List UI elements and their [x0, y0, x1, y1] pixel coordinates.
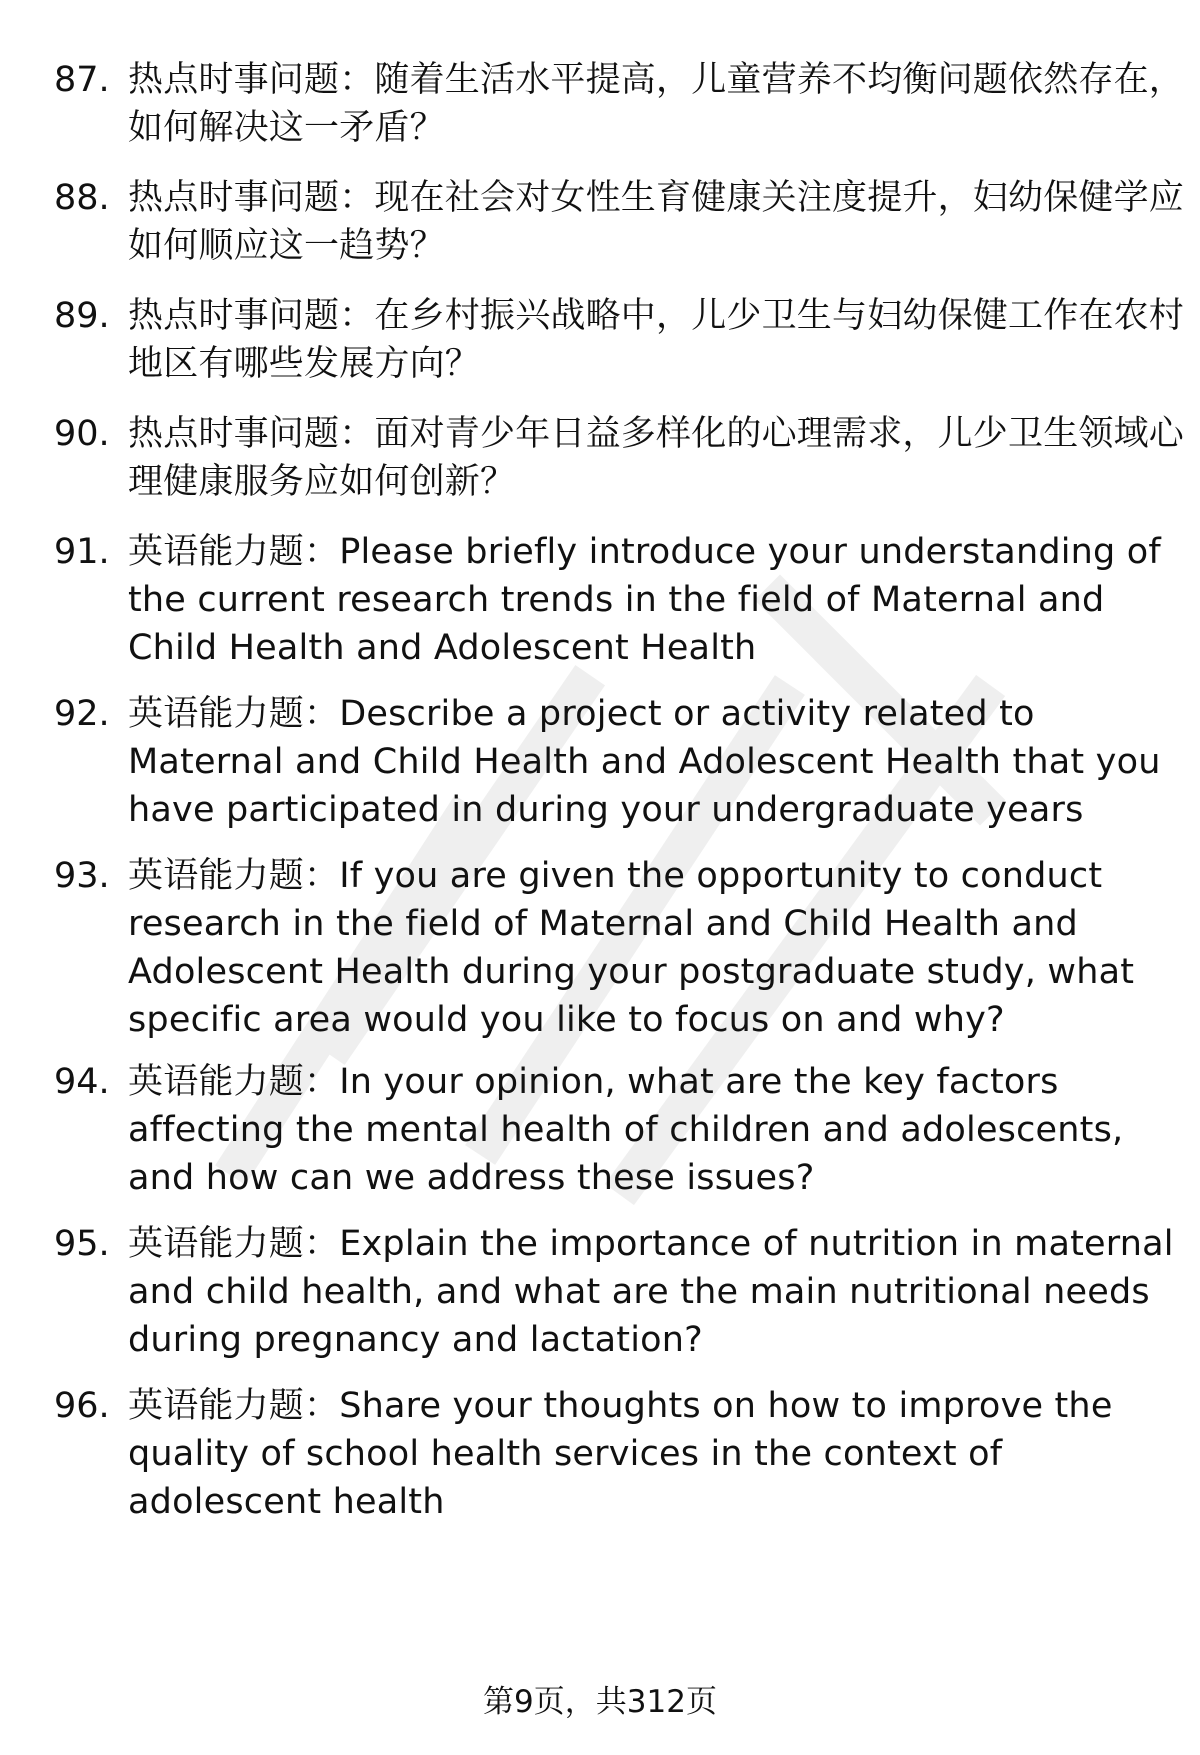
question-text: 英语能力题：Share your thoughts on how to improve the quality of school health services in the context of adolescent health [128, 1386, 1113, 1522]
question-text: 热点时事问题：现在社会对女性生育健康关注度提升，妇幼保健学应如何顺应这一趋势？ [128, 178, 1185, 266]
question-number: 91. [54, 532, 110, 572]
question-text: 英语能力题：Explain the importance of nutrition in maternal and child health, and what are the main nutritional needs during pregnancy and lactation? [128, 1224, 1174, 1360]
question-text: 热点时事问题：在乡村振兴战略中，儿少卫生与妇幼保健工作在农村地区有哪些发展方向？ [128, 296, 1185, 384]
page-indicator: 第9页，共312页 [483, 1684, 717, 1720]
question-number: 96. [54, 1386, 110, 1426]
question-text: 热点时事问题：随着生活水平提高，儿童营养不均衡问题依然存在，如何解决这一矛盾？ [128, 60, 1185, 148]
question-number: 90. [54, 414, 110, 454]
question-text: 热点时事问题：面对青少年日益多样化的心理需求，儿少卫生领域心理健康服务应如何创新？ [128, 414, 1185, 502]
question-text: 英语能力题：In your opinion, what are the key factors affecting the mental health of children and adolescents, and how can we address these issues? [128, 1062, 1124, 1198]
question-number: 94. [54, 1062, 110, 1102]
question-number: 88. [54, 178, 110, 218]
question-text: 英语能力题：If you are given the opportunity to conduct research in the field of Maternal and Child Health and Adolescent Health during your postgraduate study, what specific area would you like to focus on and why? [128, 856, 1135, 1040]
question-number: 89. [54, 296, 110, 336]
question-number: 93. [54, 856, 110, 896]
question-number: 92. [54, 694, 110, 734]
question-number: 95. [54, 1224, 110, 1264]
question-text: 英语能力题：Describe a project or activity related to Maternal and Child Health and Adolescent Health that you have participated in during your undergraduate years [128, 694, 1161, 830]
question-text: 英语能力题：Please briefly introduce your understanding of the current research trends in the field of Maternal and Child Health and Adolescent Health [128, 532, 1161, 668]
question-number: 87. [54, 60, 110, 100]
